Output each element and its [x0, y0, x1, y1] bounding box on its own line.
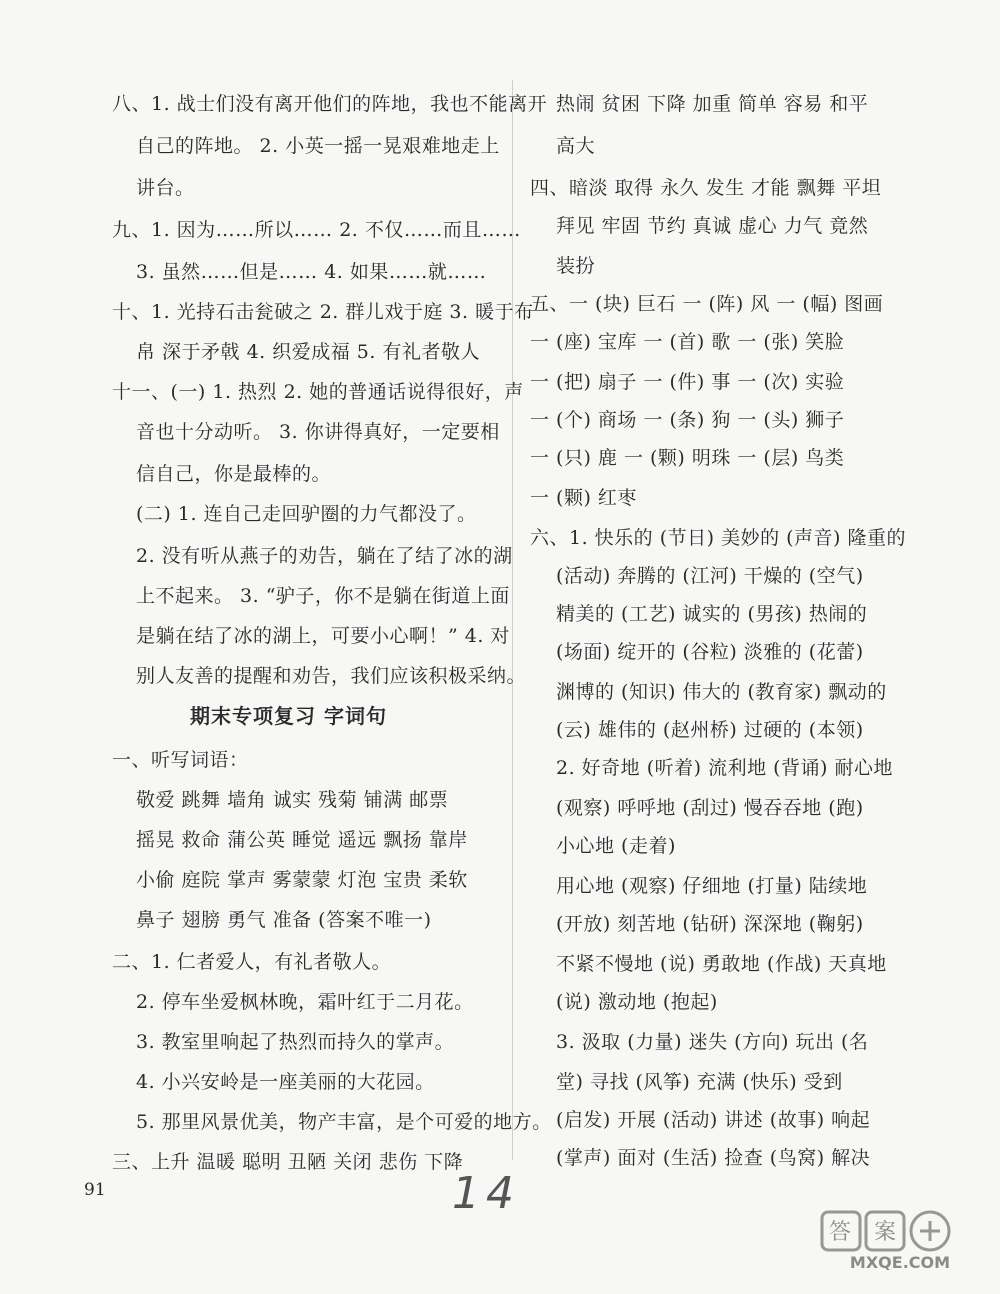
text-line: 讲台。	[136, 177, 195, 199]
text-line: 帛 深于矛戟 4. 织爱成福 5. 有礼者敬人	[136, 341, 480, 363]
text-line: 一 (个) 商场 一 (条) 狗 一 (头) 狮子	[530, 409, 845, 431]
handwritten-number: 14	[452, 1168, 520, 1219]
text-line: 摇晃 救命 蒲公英 睡觉 遥远 飘扬 靠岸	[136, 829, 468, 851]
page-number: 91	[84, 1180, 106, 1200]
text-line: 一、听写词语：	[112, 749, 249, 771]
text-line: (活动) 奔腾的 (江河) 干燥的 (空气)	[556, 565, 864, 587]
text-line: 四、暗淡 取得 永久 发生 才能 飘舞 平坦	[530, 177, 882, 199]
text-line: (云) 雄伟的 (赵州桥) 过硬的 (本领)	[556, 719, 864, 741]
text-line: 3. 教室里响起了热烈而持久的掌声。	[136, 1031, 455, 1053]
text-line: 堂) 寻找 (风筝) 充满 (快乐) 受到	[556, 1071, 843, 1093]
text-line: 高大	[556, 135, 596, 157]
text-line: 六、1. 快乐的 (节日) 美妙的 (声音) 隆重的	[530, 527, 906, 549]
text-line: 一 (座) 宝库 一 (首) 歌 一 (张) 笑脸	[530, 331, 845, 353]
text-line: (二) 1. 连自己走回驴圈的力气都没了。	[136, 503, 477, 525]
text-line: 一 (颗) 红枣	[530, 487, 637, 509]
text-line: 自己的阵地。 2. 小英一摇一晃艰难地走上	[136, 135, 500, 157]
text-line: 八、1. 战士们没有离开他们的阵地，我也不能离开	[112, 93, 548, 115]
text-line: 一 (把) 扇子 一 (件) 事 一 (次) 实验	[530, 371, 845, 393]
text-line: 十一、(一) 1. 热烈 2. 她的普通话说得很好，声	[112, 381, 524, 403]
text-line: 3. 汲取 (力量) 迷失 (方向) 玩出 (名	[556, 1031, 869, 1053]
text-line: 3. 虽然……但是…… 4. 如果……就……	[136, 261, 487, 283]
text-line: 热闹 贫困 下降 加重 简单 容易 和平	[556, 93, 869, 115]
column-divider	[512, 80, 513, 1160]
text-line: 鼻子 翅膀 勇气 准备 (答案不唯一)	[136, 909, 432, 931]
text-line: 小心地 (走着)	[556, 835, 676, 857]
text-line: 小偷 庭院 掌声 雾蒙蒙 灯泡 宝贵 柔软	[136, 869, 468, 891]
text-line: 2. 好奇地 (听着) 流利地 (背诵) 耐心地	[556, 757, 893, 779]
text-line: 音也十分动听。 3. 你讲得真好，一定要相	[136, 421, 500, 443]
text-line: 别人友善的提醒和劝告，我们应该积极采纳。	[136, 665, 527, 687]
text-line: 4. 小兴安岭是一座美丽的大花园。	[136, 1071, 435, 1093]
text-line: 二、1. 仁者爱人，有礼者敬人。	[112, 951, 392, 973]
text-line: 是躺在结了冰的湖上，可要小心啊！” 4. 对	[136, 625, 510, 647]
text-line: 渊博的 (知识) 伟大的 (教育家) 飘动的	[556, 681, 887, 703]
text-line: (开放) 刻苦地 (钻研) 深深地 (鞠躬)	[556, 913, 864, 935]
text-line: (启发) 开展 (活动) 讲述 (故事) 响起	[556, 1109, 871, 1131]
text-line: 2. 没有听从燕子的劝告，躺在了结了冰的湖	[136, 545, 513, 567]
text-line: 上不起来。 3. “驴子，你不是躺在街道上面	[136, 585, 510, 607]
text-line: 装扮	[556, 255, 596, 277]
text-line: 十、1. 光持石击瓮破之 2. 群儿戏于庭 3. 暖于布	[112, 301, 534, 323]
section-title: 期末专项复习 字词句	[190, 704, 387, 728]
text-line: 拜见 牢固 节约 真诚 虚心 力气 竟然	[556, 215, 869, 237]
text-line: 九、1. 因为……所以…… 2. 不仅……而且……	[112, 219, 521, 241]
text-line: 五、一 (块) 巨石 一 (阵) 风 一 (幅) 图画	[530, 293, 884, 315]
text-line: 不紧不慢地 (说) 勇敢地 (作战) 天真地	[556, 953, 887, 975]
watermark-logo-icon	[820, 1208, 980, 1270]
text-line: 一 (只) 鹿 一 (颗) 明珠 一 (层) 鸟类	[530, 447, 845, 469]
text-line: 精美的 (工艺) 诚实的 (男孩) 热闹的	[556, 603, 868, 625]
text-line: 三、上升 温暖 聪明 丑陋 关闭 悲伤 下降	[112, 1151, 464, 1173]
svg-text:案: 案	[873, 1220, 897, 1245]
text-line: 2. 停车坐爱枫林晚，霜叶红于二月花。	[136, 991, 474, 1013]
text-line: 信自己，你是最棒的。	[136, 463, 332, 485]
svg-text:MXQE.COM: MXQE.COM	[849, 1253, 951, 1270]
svg-text:答: 答	[828, 1220, 852, 1245]
text-line: 5. 那里风景优美，物产丰富，是个可爱的地方。	[136, 1111, 552, 1133]
text-line: (观察) 呼呼地 (刮过) 慢吞吞地 (跑)	[556, 797, 864, 819]
text-line: 敬爱 跳舞 墙角 诚实 残菊 铺满 邮票	[136, 789, 449, 811]
text-line: (掌声) 面对 (生活) 捡查 (鸟窝) 解决	[556, 1147, 871, 1169]
text-line: 用心地 (观察) 仔细地 (打量) 陆续地	[556, 875, 868, 897]
text-line: (场面) 绽开的 (谷粒) 淡雅的 (花蕾)	[556, 641, 864, 663]
text-line: (说) 激动地 (抱起)	[556, 991, 718, 1013]
